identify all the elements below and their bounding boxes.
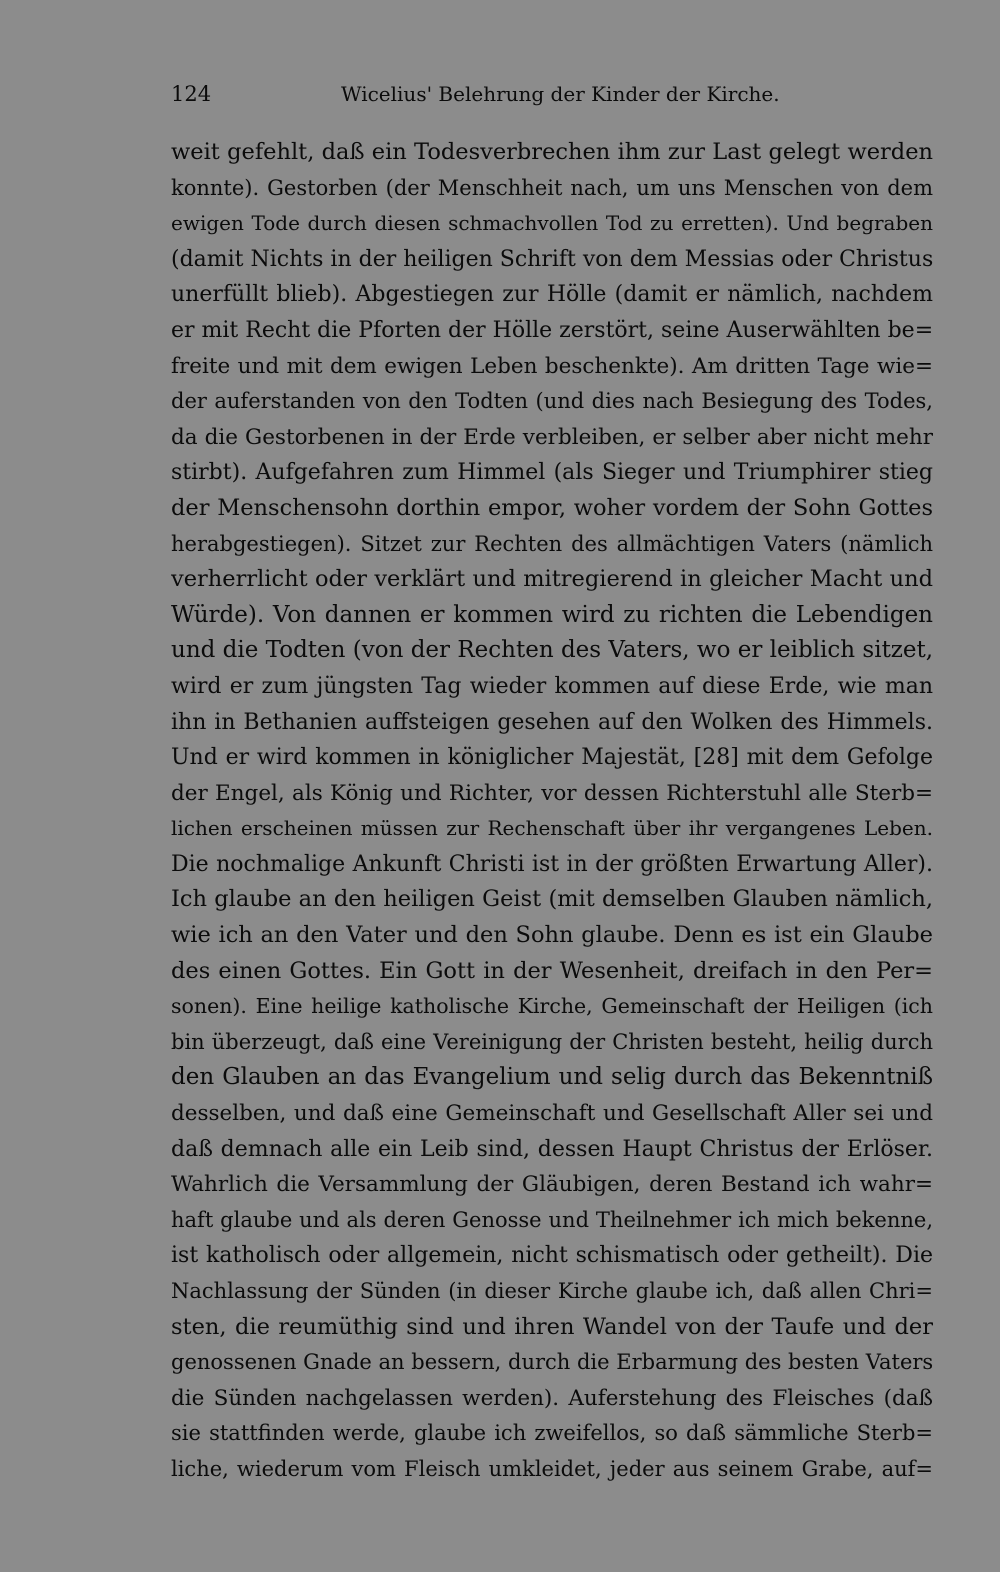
text-line: ihn in Bethanien auffsteigen gesehen auf den Wolken des Himmels. [171,709,933,735]
text-line: sie stattfinden werde, glaube ich zweifellos, so daß sämmliche Sterb= [171,1421,933,1446]
text-line: er mit Recht die Pforten der Hölle zerstört, seine Auserwählten be= [171,317,933,343]
text-line: herabgestiegen). Sitzet zur Rechten des allmächtigen Vaters (nämlich [171,531,933,556]
text-line: der auferstanden von den Todten (und dies nach Besiegung des Todes, [171,389,933,414]
body-text [171,135,933,1488]
text-line: sonen). Eine heilige katholische Kirche, Gemeinschaft der Heiligen (ich [171,994,933,1019]
text-line: desselben, und daß eine Gemeinschaft und Gesellschaft Aller sei und [171,1101,933,1127]
text-line: daß demnach alle ein Leib sind, dessen Haupt Christus der Erlöser. [171,1136,933,1162]
text-line: Nachlassung der Sünden (in dieser Kirche glaube ich, daß allen Chri= [171,1279,933,1303]
text-line: lichen erscheinen müssen zur Rechenschaft über ihr vergangenes Leben. [171,816,933,841]
text-line: da die Gestorbenen in der Erde verbleiben, er selber aber nicht mehr [171,424,933,450]
text-line: des einen Gottes. Ein Gott in der Wesenheit, dreifach in den Per= [171,957,933,984]
text-line: (damit Nichts in der heiligen Schrift von dem Messias oder Christus [171,246,933,272]
page-header [171,74,933,114]
text-line: den Glauben an das Evangelium und selig durch das Bekenntniß [171,1064,933,1091]
text-line: Und er wird kommen in königlicher Majestät, [28] mit dem Gefolge [171,745,933,771]
text-line: konnte). Gestorben (der Menschheit nach, um uns Menschen von dem [171,175,933,200]
text-line: sten, die reumüthig sind und ihren Wandel von der Taufe und der [171,1313,933,1340]
text-line: genossenen Gnade an bessern, durch die Erbarmung des besten Vaters [171,1350,933,1375]
text-line: freite und mit dem ewigen Leben beschenkte). Am dritten Tage wie= [171,353,933,379]
text-line: ewigen Tode durch diesen schmachvollen Tod zu erretten). Und begraben [171,211,933,236]
text-line: die Sünden nachgelassen werden). Auferstehung des Fleisches (daß [171,1385,933,1411]
text-line: unerfüllt blieb). Abgestiegen zur Hölle (damit er nämlich, nachdem [171,282,933,308]
text-line: der Menschensohn dorthin empor, woher vordem der Sohn Gottes [171,494,933,521]
running-title: Wicelius' Belehrung der Kinder der Kirche. [341,82,780,106]
text-line: wird er zum jüngsten Tag wieder kommen auf diese Erde, wie man [171,673,933,699]
text-line: Ich glaube an den heiligen Geist (mit demselben Glauben nämlich, [171,886,933,913]
text-line: Würde). Von dannen er kommen wird zu richten die Lebendigen [171,601,933,628]
text-line: stirbt). Aufgefahren zum Himmel (als Sieger und Triumphirer stieg [171,460,933,486]
text-line: verherrlicht oder verklärt und mitregierend in gleicher Macht und [171,566,933,593]
text-line: weit gefehlt, daß ein Todesverbrechen ihm zur Last gelegt werden [171,139,933,165]
text-line: der Engel, als König und Richter, vor dessen Richterstuhl alle Sterb= [171,780,933,806]
text-line: Die nochmalige Ankunft Christi ist in der größten Erwartung Aller). [171,851,933,877]
text-line: haft glaube und als deren Genosse und Theilnehmer ich mich bekenne, [171,1207,933,1232]
text-line: bin überzeugt, daß eine Vereinigung der Christen besteht, heilig durch [171,1029,933,1054]
text-line: Wahrlich die Versammlung der Gläubigen, deren Bestand ich wahr= [171,1172,933,1198]
text-line: und die Todten (von der Rechten des Vaters, wo er leiblich sitzet, [171,637,933,664]
text-line: ist katholisch oder allgemein, nicht schismatisch oder getheilt). Die [171,1243,933,1269]
text-line: wie ich an den Vater und den Sohn glaube. Denn es ist ein Glaube [171,922,933,949]
page-number: 124 [171,82,212,106]
text-line: liche, wiederum vom Fleisch umkleidet, jeder aus seinem Grabe, auf= [171,1456,933,1481]
